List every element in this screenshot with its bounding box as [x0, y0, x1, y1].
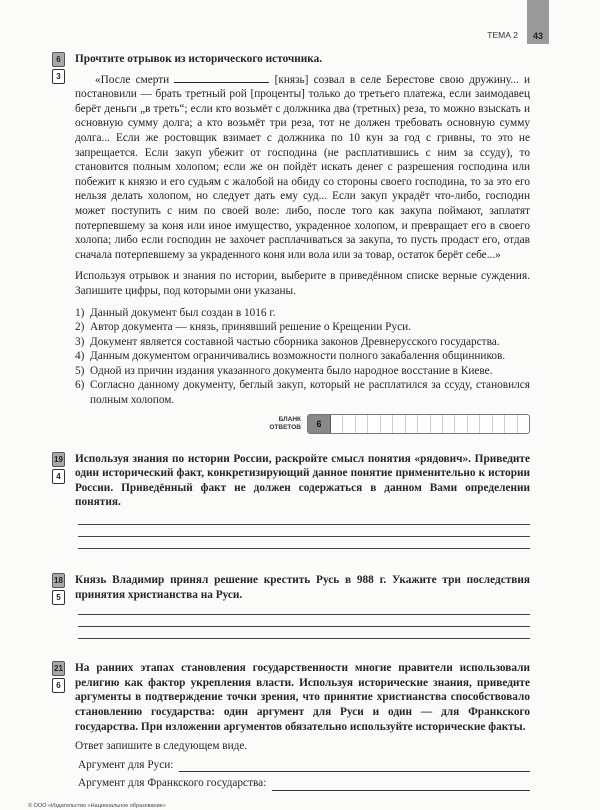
source-quote	[75, 73, 530, 263]
task-18-badge	[52, 573, 65, 605]
answer-cell[interactable]	[505, 415, 517, 433]
argument-rus-label: Аргумент для Руси:	[78, 758, 174, 771]
argument-frank-label: Аргумент для Франкского государства:	[78, 777, 267, 790]
answer-sheet-label	[269, 416, 301, 432]
answer-cell[interactable]	[406, 415, 418, 433]
answer-cell[interactable]	[518, 415, 529, 433]
answer-cell[interactable]	[493, 415, 505, 433]
option-text: Данным документом ограничивались возможности полного закабаления общинников.	[90, 350, 506, 363]
answer-label-line1: БЛАНК	[278, 415, 301, 423]
option-item	[75, 335, 530, 350]
page-number-tab	[527, 0, 549, 44]
answer-cell[interactable]	[368, 415, 380, 433]
option-text: Данный документ был создан в 1016 г.	[90, 306, 276, 319]
task-6	[56, 52, 531, 434]
option-number: 4)	[75, 350, 85, 363]
option-text: Согласно данному документу, беглый закуп, который не расплатился за ссуду, становился полным холопом.	[90, 379, 530, 407]
answer-sheet-row	[75, 414, 530, 434]
option-text: Документ является составной частью сборника законов Древнерусского государства.	[90, 335, 500, 348]
argument-frank-row	[78, 776, 530, 791]
option-number: 6)	[75, 379, 85, 392]
task-18-text: Князь Владимир принял решение крестить Русь в 988 г. Укажите три последствия принятия христианства на Руси.	[75, 574, 530, 601]
answer-box-number: 6	[308, 415, 331, 433]
answer-cell[interactable]	[455, 415, 467, 433]
answer-cell[interactable]	[331, 415, 343, 433]
answer-cell[interactable]	[418, 415, 430, 433]
option-number: 1)	[75, 306, 85, 319]
task-21-badge	[52, 661, 65, 693]
task-number: 21	[52, 661, 65, 676]
answer-cell[interactable]	[468, 415, 480, 433]
section-label: ТЕМА 2	[487, 30, 518, 40]
option-number: 3)	[75, 335, 85, 348]
answer-cell[interactable]	[480, 415, 492, 433]
task-6-badge	[52, 52, 65, 84]
answer-line[interactable]	[78, 524, 530, 525]
task-points: 4	[52, 469, 65, 484]
option-text: Одной из причин издания указанного документа было народное восстание в Киеве.	[90, 364, 493, 377]
copyright-footer: © ООО «Издательство «Национальное образование»	[28, 802, 166, 809]
option-item	[75, 320, 530, 335]
task-number: 19	[52, 452, 65, 467]
options-list	[75, 306, 530, 408]
answer-cells[interactable]	[307, 414, 530, 434]
task-points: 3	[52, 69, 65, 84]
task-number: 6	[52, 52, 65, 67]
option-text: Автор документа — князь, принявший решение о Крещении Руси.	[90, 321, 411, 334]
task-19-badge	[52, 452, 65, 484]
task-19-text: Используя знания по истории России, раскройте смысл понятия «рядович». Приведите один исторический факт, конкретизирующий данное понятие применительно к истории России. Приведённый факт не должен содержаться в данном Вами определении понятия.	[75, 452, 530, 509]
answer-line[interactable]	[78, 614, 530, 615]
option-item	[75, 378, 530, 407]
argument-rus-line[interactable]	[179, 761, 530, 772]
answer-cell[interactable]	[356, 415, 368, 433]
task-number: 18	[52, 573, 65, 588]
answer-line[interactable]	[78, 638, 530, 639]
task-points: 6	[52, 678, 65, 693]
option-number: 2)	[75, 321, 85, 334]
answer-label-line2: ОТВЕТОВ	[269, 423, 301, 431]
page-number: 43	[532, 31, 543, 41]
task-18	[54, 573, 530, 639]
answer-line[interactable]	[78, 548, 530, 549]
content-column	[28, 52, 531, 810]
answer-line[interactable]	[78, 536, 530, 537]
answer-cell[interactable]	[381, 415, 393, 433]
argument-frank-line[interactable]	[272, 780, 530, 791]
option-item	[75, 306, 530, 321]
task-points: 5	[52, 590, 65, 605]
quote-start: «После смерти	[95, 73, 170, 86]
argument-rus-row	[78, 758, 530, 773]
task-6-question: Используя отрывок и знания по истории, выберите в приведённом списке верные суждения. Запишите цифры, под которыми они указаны.	[75, 270, 530, 297]
answer-line[interactable]	[78, 626, 530, 627]
answer-cell[interactable]	[443, 415, 455, 433]
quote-blank	[174, 82, 269, 83]
answer-cell[interactable]	[393, 415, 405, 433]
task-21-text: На ранних этапах становления государственности многие правители использовали религию как фактор укрепления власти. Используя исторические знания, приведите аргументы в подтверждение точки зрения, что принятие христианства способствовало становлению государства: один аргумент для Руси и один — для Франкского государства. При изложении аргументов обязательно используйте исторические факты.	[75, 662, 530, 733]
quote-body: [князь] созвал в селе Берестове свою дружину... и постановили — брать третный рой [проценты] только до третьего платежа, если заимодавец берёт деньги „в треть“; если кто возьмёт с должника два (третных) реза, то можно взыскать и основную сумму долга; а кто возьмёт три реза, тот не должен требовать основную сумму долга... Если же ростовщик взимает с должника по 10 кун за год с гривны, то это не запрещается. Если закуп убежит от господина (не расплатившись с ним за ссуду), то становится полным холопом; если же он пойдёт искать денег с разрешения господина или побежит к князю и его судьям с жалобой на обиду со стороны своего господина, то за это его нельзя делать холопом, но следует дать ему суд... Если закуп украдёт что-либо, господин может поступить с ним по своей воле: либо, после того как закупа поймают, заплатят потерпевшему за коня или иное имущество, украденное холопом, и превращает его в своего холопа; либо если господин не захочет расплачиваться за закупа, то пусть продаст его, отдав сначала потерпевшему за украденного коня или вола или за товар, остаток берёт себе...»	[75, 73, 531, 261]
option-number: 5)	[75, 364, 85, 377]
task-21	[54, 661, 530, 791]
answer-cell[interactable]	[343, 415, 355, 433]
task-19	[54, 452, 530, 549]
option-item	[75, 349, 530, 364]
answer-cell[interactable]	[431, 415, 443, 433]
option-item	[75, 364, 530, 379]
answer-instruction: Ответ запишите в следующем виде.	[75, 740, 248, 753]
task-6-prompt: Прочтите отрывок из исторического источника.	[75, 53, 323, 65]
